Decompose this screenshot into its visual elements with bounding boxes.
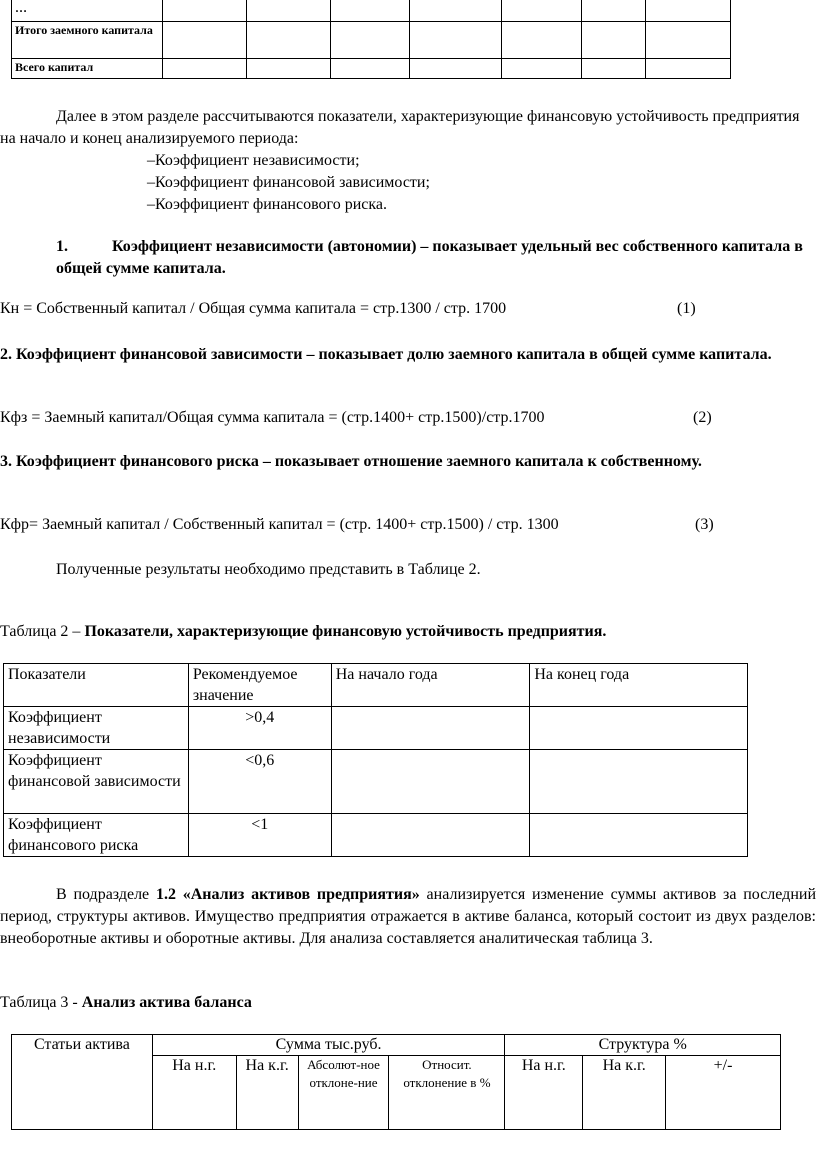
table-3 bbox=[11, 1034, 781, 1130]
formula-2: Кфз = Заемный капитал/Общая сумма капитала = (стр.1400+ стр.1500)/стр.1700 bbox=[0, 409, 545, 426]
subheader-structure-end: На к.г. bbox=[583, 1056, 666, 1130]
formula-3: Кфр= Заемный капитал / Собственный капитал = (стр. 1400+ стр.1500) / стр. 1300 bbox=[0, 516, 559, 533]
section-1-title: Коэффициент независимости (автономии) – показывает удельный вес собственного капитала в общей сумме капитала. bbox=[56, 238, 803, 277]
header-asset-items: Статьи актива bbox=[12, 1035, 153, 1130]
table1-row-label: … bbox=[12, 0, 163, 22]
recommended-value: >0,4 bbox=[188, 707, 331, 750]
section-2-title: 2. Коэффициент финансовой зависимости – показывает долю заемного капитала в общей сумме капитала. bbox=[0, 346, 772, 363]
subheader-relative-deviation: Относит. отклонение в % bbox=[389, 1056, 505, 1130]
header-end-of-year: На конец года bbox=[530, 664, 748, 707]
subheader-structure-diff: +/- bbox=[666, 1056, 781, 1130]
subheader-start: На н.г. bbox=[152, 1056, 236, 1130]
section-1-number: 1. bbox=[56, 238, 68, 255]
subheader-structure-start: На н.г. bbox=[505, 1056, 583, 1130]
table-row bbox=[12, 59, 731, 79]
subheader-end: На к.г. bbox=[236, 1056, 298, 1130]
formula-1: Кн = Собственный капитал / Общая сумма капитала = стр.1300 / стр. 1700 bbox=[0, 300, 507, 317]
table-row bbox=[12, 0, 731, 22]
header-recommended: Рекомендуемое значение bbox=[188, 664, 331, 707]
intro-list-item: –Коэффициент независимости; bbox=[147, 152, 360, 169]
results-paragraph: Полученные результаты необходимо представить в Таблице 2. bbox=[56, 561, 481, 578]
recommended-value: <1 bbox=[188, 814, 331, 857]
intro-list-item: –Коэффициент финансового риска. bbox=[147, 196, 387, 213]
indicator-name: Коэффициент финансовой зависимости bbox=[4, 750, 189, 814]
table-1-fragment bbox=[11, 0, 731, 79]
recommended-value: <0,6 bbox=[188, 750, 331, 814]
formula-2-ref: (2) bbox=[693, 409, 712, 426]
table-row bbox=[4, 707, 748, 750]
table-header-row bbox=[4, 664, 748, 707]
header-start-of-year: На начало года bbox=[331, 664, 530, 707]
formula-1-ref: (1) bbox=[677, 300, 696, 317]
intro-list-item: –Коэффициент финансовой зависимости; bbox=[147, 174, 430, 191]
formula-3-ref: (3) bbox=[695, 516, 714, 533]
table1-row-label: Всего капитал bbox=[12, 59, 163, 79]
indicator-name: Коэффициент независимости bbox=[4, 707, 189, 750]
table-2-caption: Таблица 2 – Показатели, характеризующие финансовую устойчивость предприятия. bbox=[0, 623, 607, 640]
assets-paragraph: В подразделе 1.2 «Анализ активов предприятия» анализируется изменение суммы активов за последний период, структуры активов. Имущество предприятия отражается в активе баланса, который состоит из двух разделов: внеоборотные активы и оборотные активы. Для анализа составляется аналитическая таблица 3. bbox=[0, 886, 816, 947]
header-sum: Сумма тыс.руб. bbox=[152, 1035, 505, 1056]
subheader-absolute-deviation: Абсолют-ное отклоне-ние bbox=[298, 1056, 389, 1130]
table-3-caption: Таблица 3 - Анализ актива баланса bbox=[0, 994, 252, 1011]
indicator-name: Коэффициент финансового риска bbox=[4, 814, 189, 857]
table-row bbox=[4, 814, 748, 857]
table-row bbox=[12, 22, 731, 59]
table-row bbox=[4, 750, 748, 814]
table1-row-label: Итого заемного капитала bbox=[12, 22, 163, 59]
table-2 bbox=[3, 663, 748, 857]
header-structure: Структура % bbox=[505, 1035, 781, 1056]
section-3-title: 3. Коэффициент финансового риска – показывает отношение заемного капитала к собственному. bbox=[0, 453, 702, 470]
table-header-row bbox=[12, 1035, 781, 1056]
header-indicators: Показатели bbox=[4, 664, 189, 707]
intro-paragraph: Далее в этом разделе рассчитываются показатели, характеризующие финансовую устойчивость предприятия на начало и конец анализируемого периода: bbox=[0, 108, 800, 147]
